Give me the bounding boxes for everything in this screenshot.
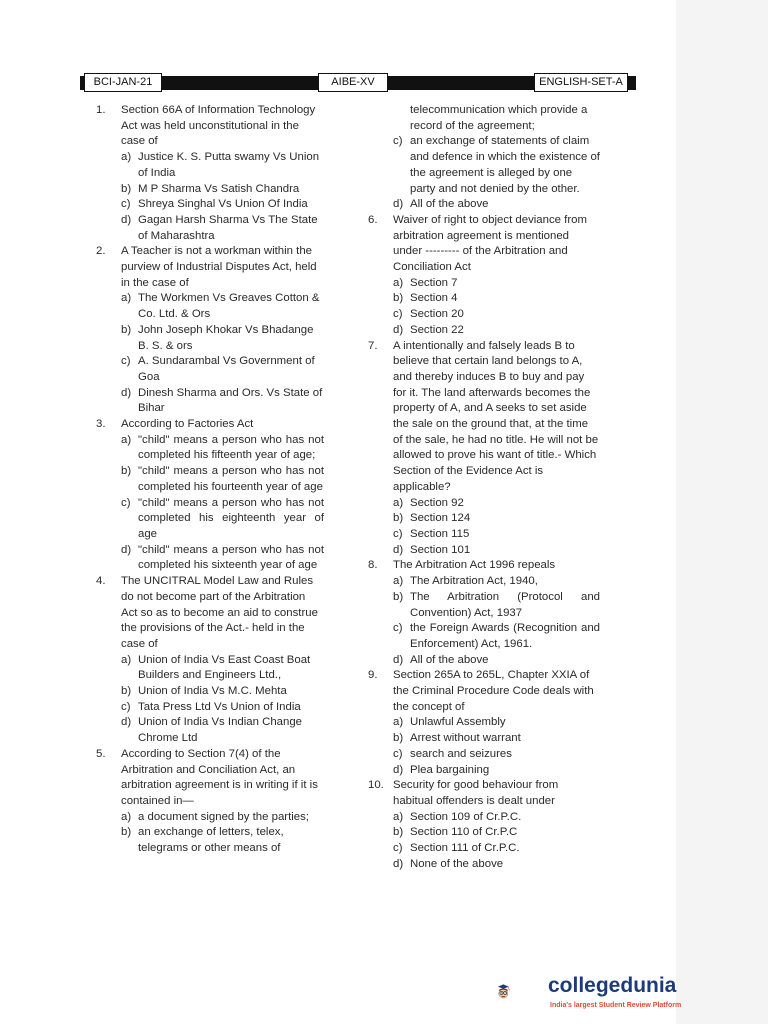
option-d: d) Section 101 — [393, 543, 471, 556]
option-d: d) Gagan Harsh Sharma Vs The State of Maharashtra — [121, 213, 318, 242]
option-b-continued: telecommunication which provide a record of the agreement; — [410, 104, 588, 132]
option-b: b) The Arbitration (Protocol and Convention) Act, 1937 — [393, 590, 600, 619]
option-c: c) Section 20 — [393, 308, 464, 321]
option-c: c) "child" means a person who has not completed his eighteenth year of age — [121, 496, 324, 540]
collegedunia-mascot-icon — [496, 966, 548, 1018]
option-b: b) Section 4 — [393, 292, 458, 305]
option-c: c) an exchange of statements of claim and defence in which the existence of the agreement is alleged by one party and not denied by the other. — [393, 135, 600, 195]
option-c: c) search and seizures — [393, 747, 512, 760]
question-7 — [368, 339, 600, 559]
question-text: The Arbitration Act 1996 repeals — [393, 559, 556, 572]
option-a: a) The Workmen Vs Greaves Cotton & Co. Ltd. & Ors — [121, 292, 320, 321]
option-a: a) Section 109 of Cr.P.C. — [393, 810, 522, 823]
option-b: b) an exchange of letters, telex, telegrams or other means of — [121, 826, 284, 855]
question-text: According to Factories Act — [121, 418, 254, 431]
option-a: a) The Arbitration Act, 1940, — [393, 575, 538, 588]
question-9 — [368, 668, 600, 778]
option-b: b) John Joseph Khokar Vs Bhadange B. S. & ors — [121, 323, 314, 352]
question-column-left — [96, 103, 324, 857]
question-text: Section 66A of Information Technology Act was held unconstitutional in the case of — [121, 104, 316, 148]
option-a: a) Unlawful Assembly — [393, 716, 506, 729]
question-number: 5. — [96, 747, 106, 760]
option-a: a) Justice K. S. Putta swamy Vs Union of India — [121, 151, 320, 179]
question-text: Section 265A to 265L, Chapter XXIA of the Criminal Procedure Code deals with the concept of — [393, 669, 594, 713]
option-c: c) the Foreign Awards (Recognition and Enforcement) Act, 1961. — [393, 622, 600, 650]
header-code-left: BCI-JAN-21 — [84, 73, 162, 92]
question-10 — [368, 778, 600, 872]
question-number: 1. — [96, 104, 106, 116]
option-c: c) Shreya Singhal Vs Union Of India — [121, 198, 308, 211]
question-1 — [96, 103, 324, 244]
option-d: d) Dinesh Sharma and Ors. Vs State of Bihar — [121, 386, 323, 415]
option-b: b) M P Sharma Vs Satish Chandra — [121, 182, 300, 195]
question-3 — [96, 417, 324, 574]
option-d: d) All of the above — [393, 198, 489, 211]
option-b: b) "child" means a person who has not completed his fourteenth year of age — [121, 465, 324, 493]
option-b: b) Section 124 — [393, 512, 471, 525]
option-b: b) Arrest without warrant — [393, 732, 521, 745]
question-number: 8. — [368, 559, 378, 572]
question-number: 4. — [96, 575, 106, 588]
option-b: b) Union of India Vs M.C. Mehta — [121, 685, 287, 698]
option-c: c) Section 115 — [393, 527, 470, 540]
option-d: d) Section 22 — [393, 323, 464, 336]
page-margin-strip — [676, 0, 768, 1024]
question-number: 2. — [96, 245, 106, 258]
option-d: d) "child" means a person who has not completed his sixteenth year of age — [121, 543, 324, 572]
header-set-label: ENGLISH-SET-A — [534, 73, 628, 92]
option-a: a) Section 92 — [393, 496, 464, 509]
question-text: Security for good behaviour from habitual offenders is dealt under — [393, 779, 559, 807]
option-d: d) Plea bargaining — [393, 763, 490, 776]
question-number: 9. — [368, 669, 378, 682]
option-d: d) All of the above — [393, 653, 489, 666]
option-d: d) None of the above — [393, 857, 504, 870]
collegedunia-logo-wordmark: collegedunia — [548, 974, 677, 997]
option-a: a) a document signed by the parties; — [121, 810, 309, 823]
question-6 — [368, 213, 600, 339]
question-text: A intentionally and falsely leads B to believe that certain land belongs to A, and thereby induces B to buy and pay for it. The land afterwards becomes the property of A, and A seeks to set aside the sale on the ground that, at the time of the sale, he had no title. He will not be allowed to prove his want of title.- Which Section of the Evidence Act is applicable? — [393, 339, 599, 493]
option-a: a) Union of India Vs East Coast Boat Builders and Engineers Ltd., — [121, 653, 311, 682]
question-number: 3. — [96, 418, 106, 431]
header-exam-title: AIBE-XV — [318, 73, 388, 92]
option-c: c) Tata Press Ltd Vs Union of India — [121, 700, 301, 713]
question-text: According to Section 7(4) of the Arbitration and Conciliation Act, an arbitration agreement is in writing if it is contained in— — [121, 747, 318, 807]
question-text: A Teacher is not a workman within the purview of Industrial Disputes Act, held in the case of — [121, 245, 317, 289]
question-text: The UNCITRAL Model Law and Rules do not become part of the Arbitration Act so as to become an aid to construe the provisions of the Act.- held in the case of — [121, 575, 318, 650]
option-c: c) Section 111 of Cr.P.C. — [393, 842, 520, 855]
option-d: d) Union of India Vs Indian Change Chrome Ltd — [121, 716, 303, 745]
question-number: 6. — [368, 213, 378, 226]
question-5 — [96, 747, 324, 857]
option-b: b) Section 110 of Cr.P.C — [393, 826, 518, 839]
question-number: 10. — [368, 779, 384, 792]
question-4 — [96, 574, 324, 747]
option-a: a) Section 7 — [393, 276, 458, 289]
option-a: a) "child" means a person who has not completed his fifteenth year of age; — [121, 433, 324, 462]
question-8 — [368, 558, 600, 668]
question-column-right — [368, 103, 600, 872]
collegedunia-logo-tagline: India's largest Student Review Platform — [550, 1002, 682, 1009]
question-number: 7. — [368, 339, 378, 352]
option-c: c) A. Sundarambal Vs Government of Goa — [121, 355, 315, 383]
question-text: Waiver of right to object deviance from arbitration agreement is mentioned under --------- of the Arbitration and Conciliation Act — [393, 213, 587, 274]
question-2 — [96, 244, 324, 417]
